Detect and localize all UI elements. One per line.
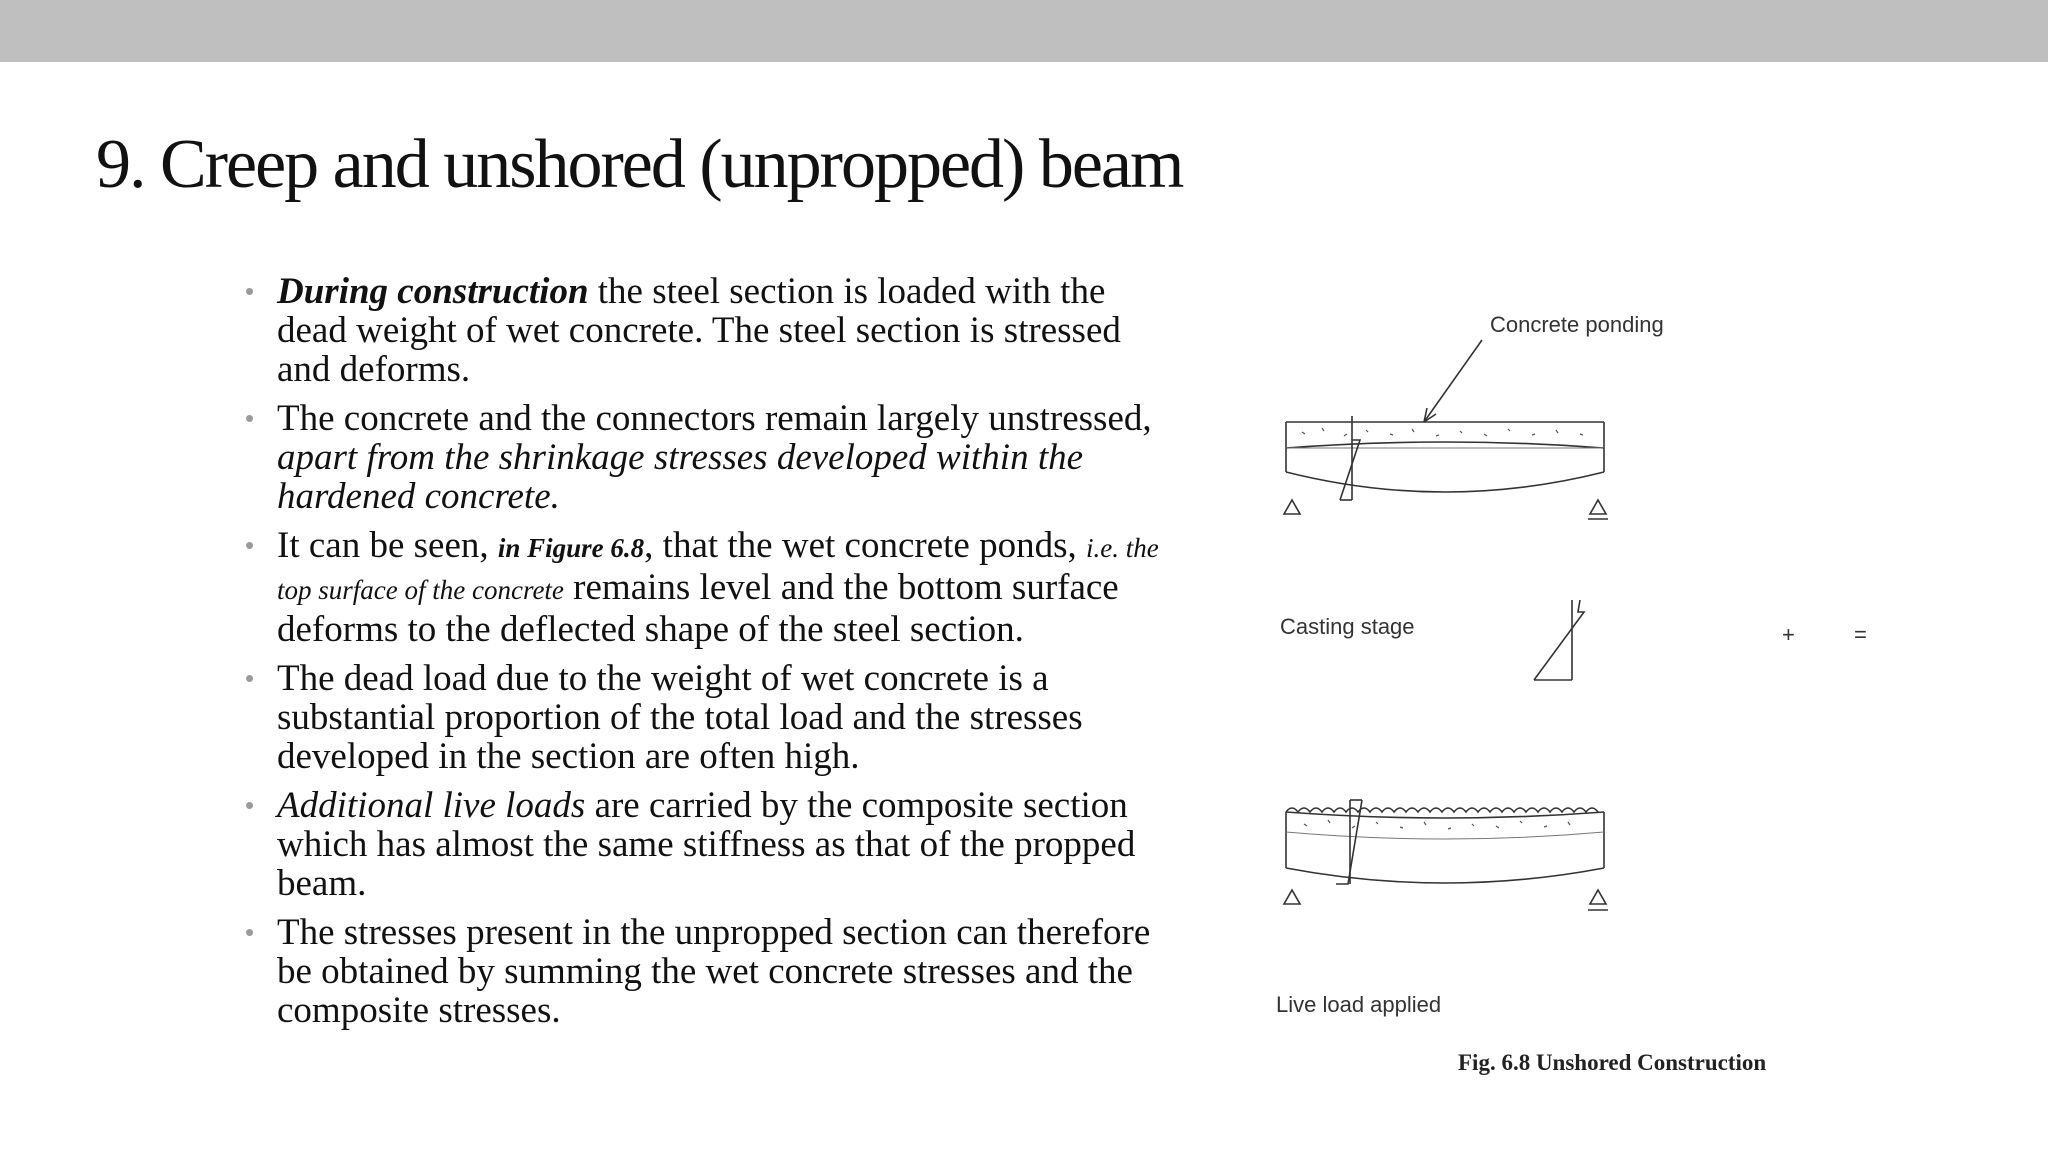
equals-sign: = — [1854, 622, 1867, 647]
bullet-dot-icon: • — [245, 530, 255, 560]
bullet-text: , that the wet concrete ponds, — [644, 525, 1086, 566]
bullet-text: The stresses present in the unpropped section can therefore be obtained by summing the wet concrete stresses and the composite stresses. — [277, 912, 1151, 1031]
bullet-dot-icon: • — [245, 403, 255, 433]
bullet-italic: apart from the shrinkage stresses developed within the hardened concrete. — [277, 437, 1084, 517]
stress-diagram-result — [1534, 600, 1584, 680]
bullet-dot-icon: • — [245, 917, 255, 947]
bullet-text: The concrete and the connectors remain largely unstressed, — [277, 398, 1152, 439]
figure-caption: Fig. 6.8 Unshored Construction — [1458, 1050, 1767, 1075]
beam-casting-stage — [1284, 422, 1608, 519]
bullet-text: remains level and the bottom surface deforms to the deflected shape of the steel section. — [277, 567, 1119, 650]
figure-drawing — [1262, 300, 1982, 1100]
bullet-italic: Additional live loads — [277, 785, 586, 826]
stress-diagram-casting — [1317, 416, 1982, 500]
bullet-item — [245, 786, 1175, 903]
bullet-item — [245, 399, 1175, 516]
bullet-item — [245, 272, 1175, 389]
bullet-item — [245, 913, 1175, 1030]
bullet-dot-icon: • — [245, 276, 255, 306]
ponding-arrow — [1424, 340, 1482, 422]
bullet-text: the steel section is loaded with the dead weight of wet concrete. The steel section is stressed and deforms. — [277, 271, 1121, 390]
slide-title: 9. Creep and unshored (unpropped) beam — [96, 126, 1183, 203]
bullet-item — [245, 526, 1175, 649]
bullet-text: It can be seen, — [277, 525, 498, 566]
bullet-dot-icon: • — [245, 663, 255, 693]
figure-reference: in Figure 6.8 — [497, 533, 645, 563]
annotation-concrete-ponding: Concrete ponding — [1490, 312, 1664, 337]
beam-live-load — [1284, 808, 1608, 910]
bullet-dot-icon: • — [245, 790, 255, 820]
label-live-load-applied: Live load applied — [1276, 992, 1442, 1017]
bullet-text: The dead load due to the weight of wet concrete is a substantial proportion of the total load and the stresses developed in the section are often high. — [277, 658, 1083, 777]
figure-unshored-construction — [1262, 300, 1982, 1100]
bullet-item — [245, 659, 1175, 776]
bullet-lead: During construction — [277, 271, 589, 312]
label-casting-stage: Casting stage — [1280, 614, 1415, 639]
bullet-text: are carried by the composite section which has almost the same stiffness as that of the propped beam. — [277, 785, 1136, 904]
bullet-ie-note: i.e. the top surface of the concrete — [277, 533, 1159, 605]
bullet-list — [245, 272, 1175, 1040]
top-bar — [0, 0, 2048, 62]
plus-sign: + — [1782, 622, 1795, 647]
